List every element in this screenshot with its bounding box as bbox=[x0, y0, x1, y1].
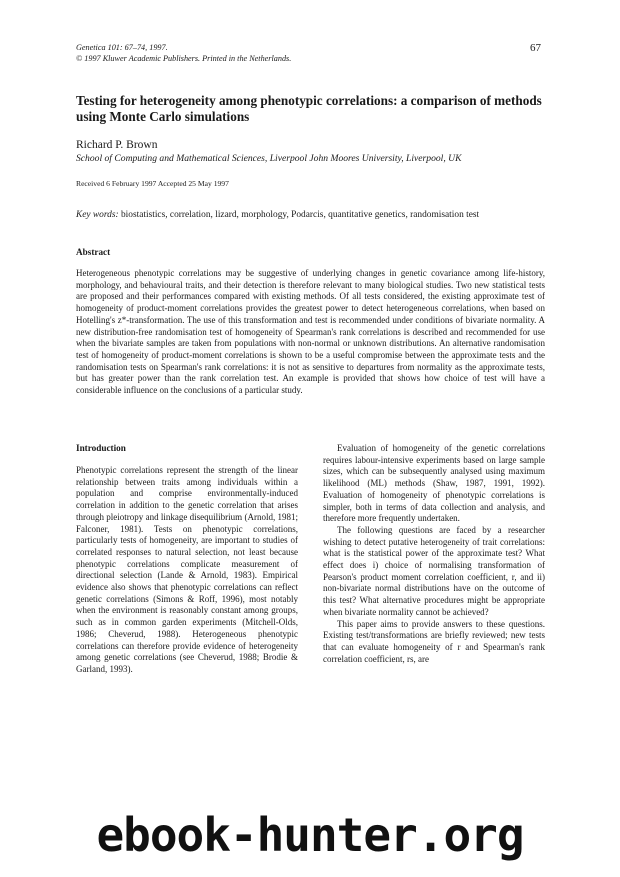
journal-citation bbox=[76, 42, 546, 53]
author-affiliation: School of Computing and Mathematical Sciences, Liverpool John Moores University, Liverpool, UK bbox=[76, 153, 462, 164]
abstract-text: Heterogeneous phenotypic correlations may be suggestive of underlying changes in genetic covariance among life-history, morphology, and behavioural traits, and their detection is therefore relevant to many biological studies. Two new statistical tests are proposed and their performances compared with existing methods. Of all tests considered, the existing approximate test of homogeneity of product-moment correlations provides the greatest power to detect heterogeneous correlations, when based on Hotelling's z*-transformation. The use of this transformation and test is recommended under conditions of bivariate normality. A new distribution-free randomisation test of homogeneity of Spearman's rank correlations is described and recommended for use when the bivariate samples are taken from populations with non-normal or unknown distributions. An alternative randomisation test of homogeneity of product-moment correlations is shown to be a useful compromise between the approximate tests and the randomisation tests on Spearman's rank correlations: it is not as sensitive to departures from normality as the approximate tests, but has greater power than the rank correlation test. An example is provided that shows how choice of test will have a considerable influence on the conclusions of a particular study. bbox=[76, 268, 545, 396]
intro-paragraph-3: The following questions are faced by a researcher wishing to detect putative heterogeneity of trait correlations: what is the statistical power of the approximate test? What effect does i) choice of normalising transformation of Pearson's product moment correlation coefficient, r, and ii) non-bivariate normal distributions have on the outcome of this test? What alternative procedures might be appropriate when bivariate normality cannot be achieved? bbox=[323, 524, 545, 617]
right-column bbox=[323, 443, 545, 665]
intro-paragraph-2: Evaluation of homogeneity of the genetic correlations requires labour-intensive experiments based on large sample sizes, which can be subsequently analysed using maximum likelihood (ML) methods (Shaw, 1987, 1991, 1992). Evaluation of homogeneity of phenotypic correlations is simpler, both in terms of data collection and analysis, and therefore more frequently undertaken. bbox=[323, 443, 545, 524]
running-header bbox=[76, 42, 546, 64]
intro-paragraph-1: Phenotypic correlations represent the strength of the linear relationship between traits among individuals within a population and comprise environmentally-induced correlation in addition to the genetic correlation that arises through pleiotropy and linkage disequilibrium (Arnold, 1981; Falconer, 1981). Tests on phenotypic correlations, particularly tests of homogeneity, are important to studies of correlated responses to natural selection, not least because phenotypic correlations complicate measurement of directional selection (Lande & Arnold, 1983). Empirical evidence also shows that phenotypic correlations can reflect genetic correlations (Simons & Roff, 1996), most notably when the environment is reasonably constant among groups, such as in common garden experiments (Mitchell-Olds, 1986; Cheverud, 1988). Heterogeneous phenotypic correlations can therefore provide evidence of heterogeneity among genetic correlations (see Cheverud, 1988; Brodie & Garland, 1993). bbox=[76, 465, 298, 674]
keywords-label: Key words: bbox=[76, 210, 119, 220]
watermark: ebook-hunter.org bbox=[96, 808, 524, 862]
received-dates: Received 6 February 1997 Accepted 25 May 1997 bbox=[76, 179, 229, 188]
article-title: Testing for heterogeneity among phenotypic correlations: a comparison of methods using Monte Carlo simulations bbox=[76, 93, 542, 124]
introduction-heading: Introduction bbox=[76, 443, 126, 453]
keywords-list: biostatistics, correlation, lizard, morphology, Podarcis, quantitative genetics, randomisation test bbox=[120, 210, 480, 220]
abstract-heading: Abstract bbox=[76, 247, 111, 257]
author-name: Richard P. Brown bbox=[76, 139, 158, 151]
copyright-line: © 1997 Kluwer Academic Publishers. Printed in the Netherlands. bbox=[76, 54, 292, 63]
volume-pages: 101: 67–74, 1997. bbox=[107, 43, 168, 52]
left-column bbox=[76, 465, 298, 676]
page-number: 67 bbox=[530, 42, 541, 54]
journal-name: Genetica bbox=[76, 43, 106, 52]
keywords bbox=[76, 210, 546, 220]
intro-paragraph-4: This paper aims to provide answers to these questions. Existing test/transformations are briefly reviewed; new tests that can evaluate homogeneity of r and Spearman's rank correlation coefficient, rs, are bbox=[323, 618, 545, 664]
